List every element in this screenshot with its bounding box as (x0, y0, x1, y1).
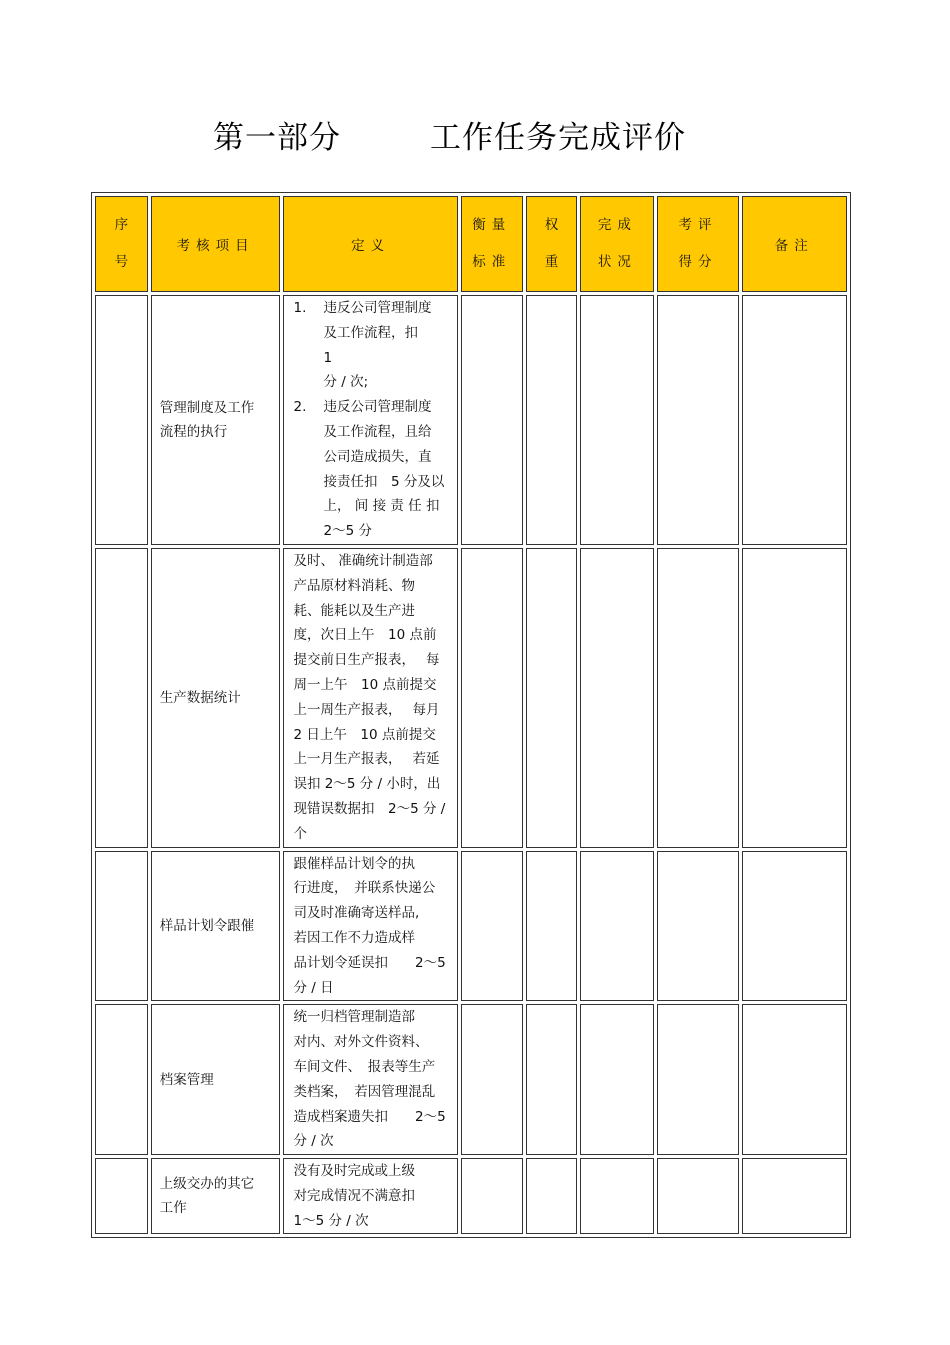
cell-item: 管理制度及工作 流程的执行 (151, 295, 281, 545)
cell-status (580, 548, 654, 848)
header-measure: 衡量 标准 (461, 196, 523, 292)
cell-definition: 没有及时完成或上级 对完成情况不满意扣 1～5 分 / 次 (283, 1158, 457, 1234)
cell-seq (95, 1004, 148, 1155)
cell-item: 生产数据统计 (151, 548, 281, 848)
cell-item: 样品计划令跟催 (151, 851, 281, 1002)
cell-measure (461, 295, 523, 545)
cell-weight (526, 548, 578, 848)
cell-definition: 跟催样品计划令的执 行进度， 并联系快递公 司及时准确寄送样品, 若因工作不力造成样 品计划令延误扣 2～5 分 / 日 (283, 851, 457, 1002)
cell-status (580, 1158, 654, 1234)
cell-weight (526, 851, 578, 1002)
definition-list-item: 2. 违反公司管理制度 及工作流程，且给 公司造成损失，直 接责任扣 5 分及以 上， 间 接 责 任 扣 2～5 分 (293, 399, 445, 540)
cell-item: 上级交办的其它 工作 (151, 1158, 281, 1234)
cell-remark (742, 1158, 847, 1234)
cell-score (657, 851, 738, 1002)
table-row (95, 295, 847, 545)
header-weight: 权 重 (526, 196, 578, 292)
cell-definition (283, 295, 457, 545)
title-part: 第一部分 (213, 120, 341, 156)
cell-remark (742, 1004, 847, 1155)
cell-score (657, 1158, 738, 1234)
table-row (95, 851, 847, 1002)
table-row (95, 1004, 847, 1155)
table-row (95, 1158, 847, 1234)
cell-seq (95, 548, 148, 848)
cell-remark (742, 851, 847, 1002)
title-name: 工作任务完成评价 (430, 120, 686, 156)
cell-measure (461, 1158, 523, 1234)
cell-status (580, 1004, 654, 1155)
cell-item: 档案管理 (151, 1004, 281, 1155)
evaluation-table (91, 192, 851, 1238)
cell-seq (95, 1158, 148, 1234)
cell-measure (461, 1004, 523, 1155)
cell-remark (742, 295, 847, 545)
cell-score (657, 295, 738, 545)
header-remark: 备注 (742, 196, 847, 292)
cell-score (657, 548, 738, 848)
cell-status (580, 295, 654, 545)
header-status: 完成 状况 (580, 196, 654, 292)
header-item: 考核项目 (151, 196, 281, 292)
definition-list-item: 1. 违反公司管理制度 及工作流程，扣 1 分 / 次; (293, 300, 445, 391)
cell-seq (95, 851, 148, 1002)
header-definition: 定义 (283, 196, 457, 292)
page-title (0, 112, 950, 162)
cell-weight (526, 1158, 578, 1234)
cell-seq (95, 295, 148, 545)
header-seq: 序 号 (95, 196, 148, 292)
header-row (95, 196, 847, 292)
cell-definition: 及时、 准确统计制造部 产品原材料消耗、物 耗、能耗以及生产进 度，次日上午 10 点前 提交前日生产报表， 每 周一上午 10 点前提交 上一周生产报表， 每月 2 日上午 10 点前提交 上一月生产报表， 若延 误扣 2～5 分 / 小时，出 现错误数据扣 2～5 分 / 个 (283, 548, 457, 848)
cell-weight (526, 295, 578, 545)
cell-measure (461, 548, 523, 848)
cell-score (657, 1004, 738, 1155)
cell-definition: 统一归档管理制造部 对内、对外文件资料、 车间文件、 报表等生产 类档案， 若因管理混乱 造成档案遗失扣 2～5 分 / 次 (283, 1004, 457, 1155)
table-row (95, 548, 847, 848)
cell-remark (742, 548, 847, 848)
cell-weight (526, 1004, 578, 1155)
header-score: 考评 得分 (657, 196, 738, 292)
cell-status (580, 851, 654, 1002)
cell-measure (461, 851, 523, 1002)
